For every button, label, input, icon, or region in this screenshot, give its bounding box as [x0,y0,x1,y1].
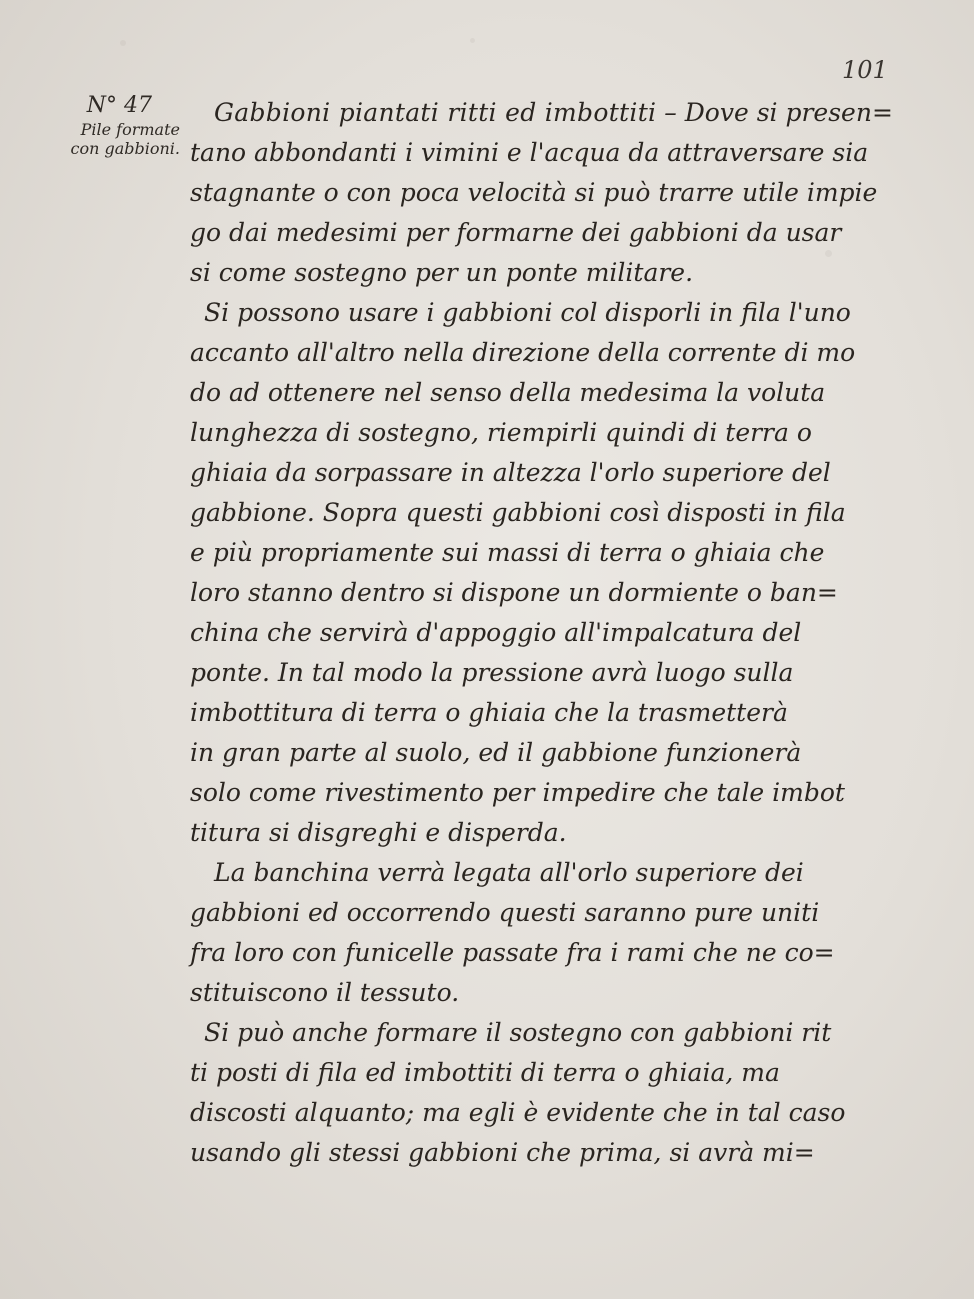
text-line: imbottitura di terra o ghiaia che la trasmetterà [190,698,788,727]
side-title-line: Pile formate [80,120,180,139]
text-line: – Dove si presen= [664,98,893,127]
text-line: discosti alquanto; ma egli è evidente che in tal caso [190,1098,846,1127]
section-heading: Gabbioni piantati ritti ed imbottiti [214,98,657,127]
text-line: si come sostegno per un ponte militare. [190,258,694,287]
text-line: gabbione. Sopra questi gabbioni così disposti in fila [190,498,846,527]
first-line [214,98,893,127]
text-line: e più propriamente sui massi di terra o ghiaia che [190,538,825,567]
text-line: Si può anche formare il sostegno con gabbioni rit [204,1018,832,1047]
side-title-line: con gabbioni. [70,139,180,158]
text-line: stituiscono il tessuto. [190,978,460,1007]
text-line: lunghezza di sostegno, riempirli quindi di terra o [190,418,812,447]
text-line: solo come rivestimento per impedire che tale imbot [190,778,845,807]
text-line: in gran parte al suolo, ed il gabbione funzionerà [190,738,802,767]
text-line: ponte. In tal modo la pressione avrà luogo sulla [190,658,794,687]
paper-spot [120,40,126,46]
text-line: La banchina verrà legata all'orlo superiore dei [214,858,804,887]
paper-spot [825,250,832,257]
text-line: go dai medesimi per formarne dei gabbioni da usar [190,218,842,247]
page-number: 101 [842,56,888,84]
text-line: do ad ottenere nel senso della medesima la voluta [190,378,826,407]
text-line: fra loro con funicelle passate fra i rami che ne co= [190,938,835,967]
text-line: usando gli stessi gabbioni che prima, si avrà mi= [190,1138,815,1167]
text-line: ghiaia da sorpassare in altezza l'orlo superiore del [190,458,831,487]
text-line: loro stanno dentro si dispone un dormiente o ban= [190,578,838,607]
text-line: accanto all'altro nella direzione della corrente di mo [190,338,856,367]
text-line: Si possono usare i gabbioni col disporli in fila l'uno [204,298,851,327]
text-line: ti posti di fila ed imbottiti di terra o ghiaia, ma [190,1058,780,1087]
section-number: N° 47 [86,93,152,118]
text-line: tano abbondanti i vimini e l'acqua da attraversare sia [190,138,869,167]
text-line: stagnante o con poca velocità si può trarre utile impie [190,178,878,207]
text-line: gabbioni ed occorrendo questi saranno pure uniti [190,898,820,927]
text-line: titura si disgreghi e disperda. [190,818,567,847]
paper-spot [470,38,475,43]
margin-note [40,92,180,158]
text-line: china che servirà d'appoggio all'impalcatura del [190,618,802,647]
